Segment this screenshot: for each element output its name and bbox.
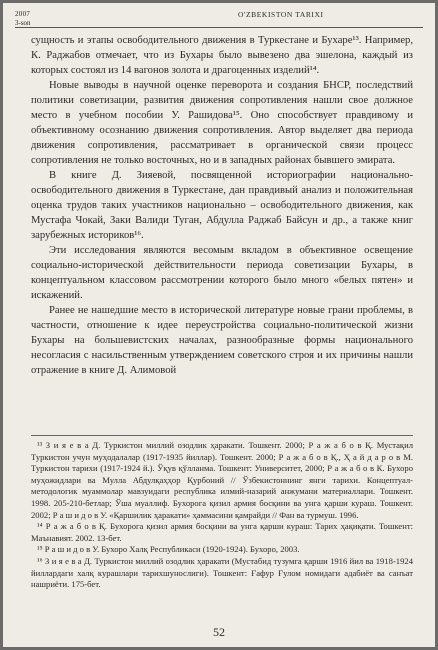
paragraph: сущность и этапы освободительного движения в Туркестане и Бухаре¹³. Например, К. Раджабов отмечает, что из Бухары было вывезено два эшелона, каждый из которых состоял из 14 вагонов золота и драгоценных изделий¹⁴.: [31, 35, 413, 76]
paragraph: Ранее не нашедшие место в исторической литературе новые грани проблемы, в частности, отношение к идее переустройства социально-политической жизни Бухары на большевистских началах, разнообразные формы национального несогласия с насильственным утверждением советского строя и их причины нашли отражение в книге Д. Алимовой: [31, 305, 413, 376]
paragraph: В книге Д. Зияевой, посвященной историографии национально-освободительного движения в Туркестане, дан правдивый анализ и положительная оценка трудов таких участников национально – освободительного движения, как Мустафа Чокай, Заки Валиди Туган, Абдулла Раджаб Байсун и др., а также книг зарубежных историков¹⁶.: [31, 170, 413, 241]
header-issue: 3-son: [15, 19, 31, 27]
footnote: ¹³ З и я е в а Д. Туркистон миллий озодлик ҳаракати. Тошкент. 2000; Р а ж а б о в Қ. Мустақил Туркистон учун муҳодалалар (1917-1935 йиллар). Тошкент. 2000; Р а ж а б о в Қ., Ҳ а й д а р о в М. Туркистон тарихи (1917-1924 й.). Ўқув қўлланма. Тошкент: Университет, 2000; Р а ж а б о в К. Бухоро муҳожидлари ва Мулла Абдулқаҳҳор Қурбоний // Ўзбекистоннинг янги тарихи. Концептуал-методологик муаммолар мавзуидаги республика илмий-назарий анжумани материаллари. Тошкент. 1998. 205-210-бетлар; Ўша муаллиф. Бухорога қизил армия босқини ва унга қарши кураш. Тошкент. 2002; Р а ш и д о в У. «Қаршилик ҳаракати» ҳаммасини қамрайди // Фан ва турмуш. 1996.: [31, 440, 413, 520]
paragraph: Новые выводы в научной оценке переворота и создания БНСР, последствий политики советизации, развития движения сопротивления нашли свое должное место в учебном пособии У. Рашидова¹⁵. Оно способствует правдивому и объективному осознанию движения сопротивления. Автор выделяет два периода движения сопротивления, рассматривает в органической связи процесс сопротивления не только восточных, но и в западных районах бывшего эмирата.: [31, 80, 413, 166]
header-journal-title: O'ZBEKISTON TARIXI: [238, 10, 324, 19]
header-divider: [15, 27, 423, 28]
footnote-divider: [31, 435, 413, 436]
footnote: ¹⁶ З и я е в а Д. Туркистон миллий озодлик ҳаракати (Мустабид тузумга қарши 1916 йил ва 1918-1924 йиллардаги халқ курашлари тарихшунослиги). Тошкент: Ғафур Ғулом номидаги адабиёт ва санъат нашриёти. 175-бет.: [31, 555, 413, 590]
paragraph: Эти исследования являются весомым вкладом в объективное освещение социально-исторической действительности периода советизации Бухары, в концептуальном классовом рассмотрении которого было много «белых пятен» и искажений.: [31, 245, 413, 301]
document-page: [3, 3, 435, 647]
main-text: [31, 33, 413, 378]
footnote: ¹⁵ Р а ш и д о в У. Бухоро Халқ Республикаси (1920-1924). Бухоро, 2003.: [37, 544, 300, 555]
header-year: 2007: [15, 10, 31, 18]
footnote: ¹⁴ Р а ж а б о в Қ. Бухорога қизил армия босқини ва унга қарши кураш: Тарих ҳақиқати. Тошкент: Маънавият. 2002. 13-бет.: [31, 521, 413, 543]
page-number: 52: [213, 625, 225, 639]
footnotes: [31, 440, 413, 591]
